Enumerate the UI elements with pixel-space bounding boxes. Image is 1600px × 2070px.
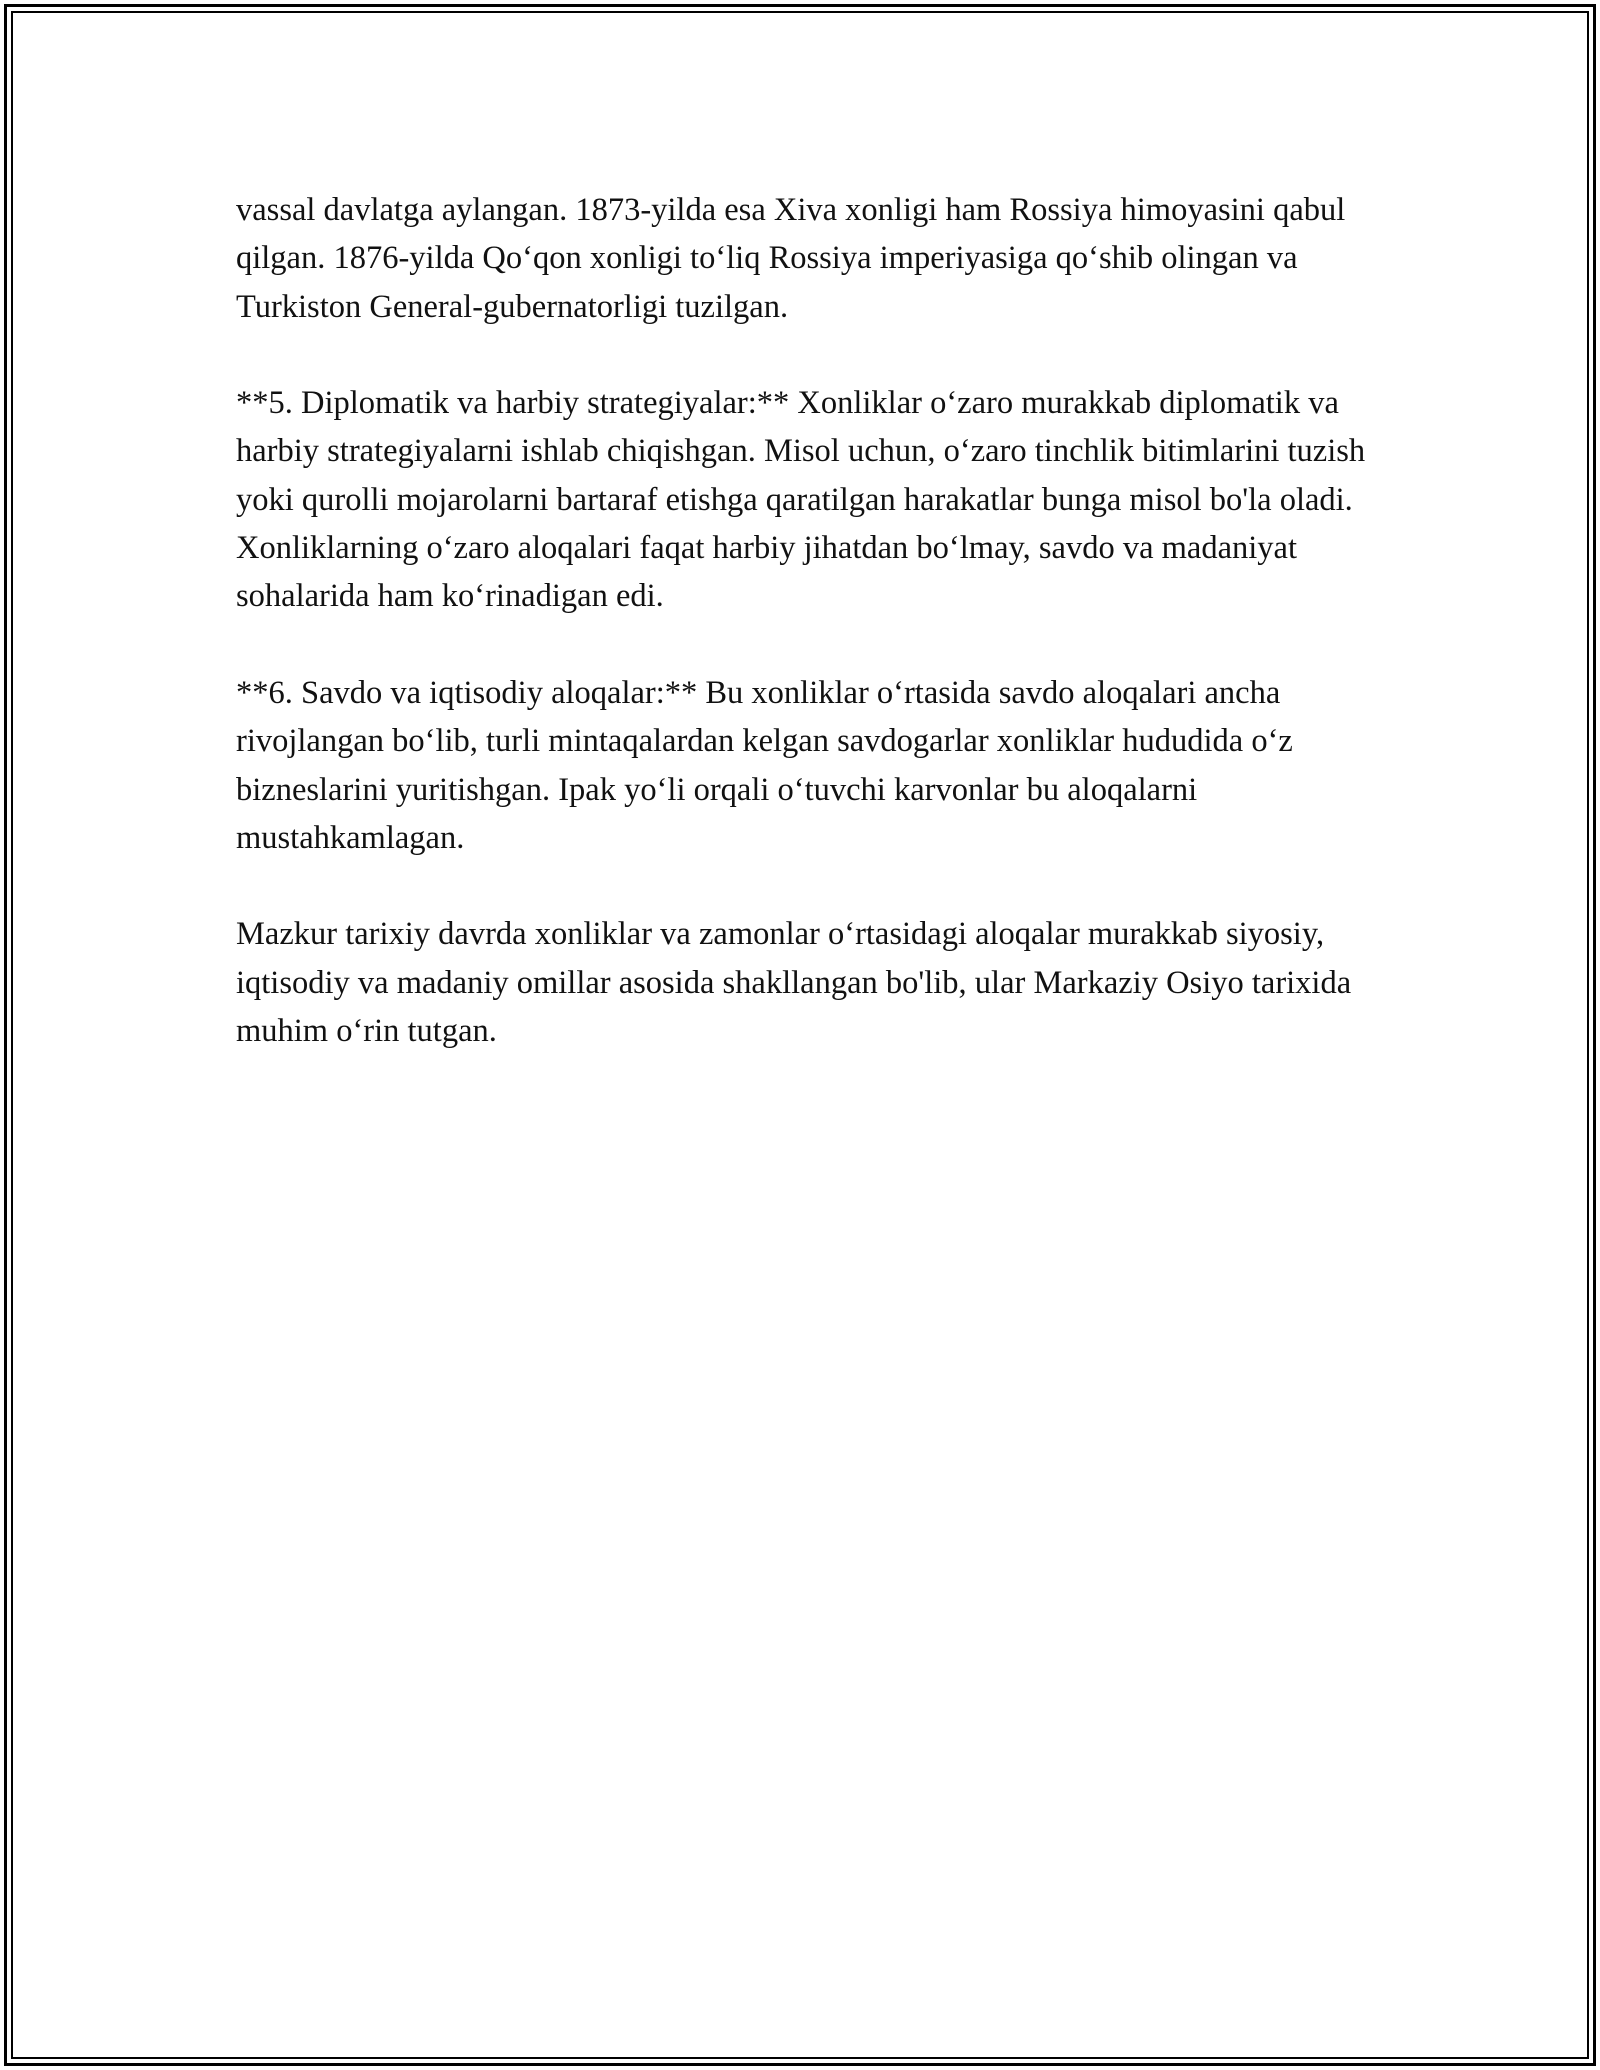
document-body: [236, 186, 1396, 1055]
paragraph-diplomatic-military-strategies: **5. Diplomatik va harbiy strategiyalar:** Xonliklar o‘zaro murakkab diplomatik va harbiy strategiyalarni ishlab chiqishgan. Misol uchun, o‘zaro tinchlik bitimlarini tuzish yoki qurolli mojarolarni bartaraf etishga qaratilgan harakatlar bunga misol bo'la oladi. Xonliklarning o‘zaro aloqalari faqat harbiy jihatdan bo‘lmay, savdo va madaniyat sohalarida ham ko‘rinadigan edi.: [236, 385, 1366, 615]
paragraph-trade-economic-relations: **6. Savdo va iqtisodiy aloqalar:** Bu xonliklar o‘rtasida savdo aloqalari ancha rivojlangan bo‘lib, turli mintaqalardan kelgan savdogarlar xonliklar hududida o‘z bizneslarini yuritishgan. Ipak yo‘li orqali o‘tuvchi karvonlar bu aloqalarni mustahkamlagan.: [236, 674, 1293, 856]
paragraph-conclusion: Mazkur tarixiy davrda xonliklar va zamonlar o‘rtasidagi aloqalar murakkab siyosiy, iqtisodiy va madaniy omillar asosida shakllangan bo'lib, ular Markaziy Osiyo tarixida muhim o‘rin tutgan.: [236, 916, 1352, 1050]
paragraph-russian-protectorate: vassal davlatga aylangan. 1873-yilda esa Xiva xonligi ham Rossiya himoyasini qabul qilgan. 1876-yilda Qo‘qon xonligi to‘liq Rossiya imperiyasiga qo‘shib olingan va Turkiston General-gubernatorligi tuzilgan.: [236, 192, 1346, 325]
